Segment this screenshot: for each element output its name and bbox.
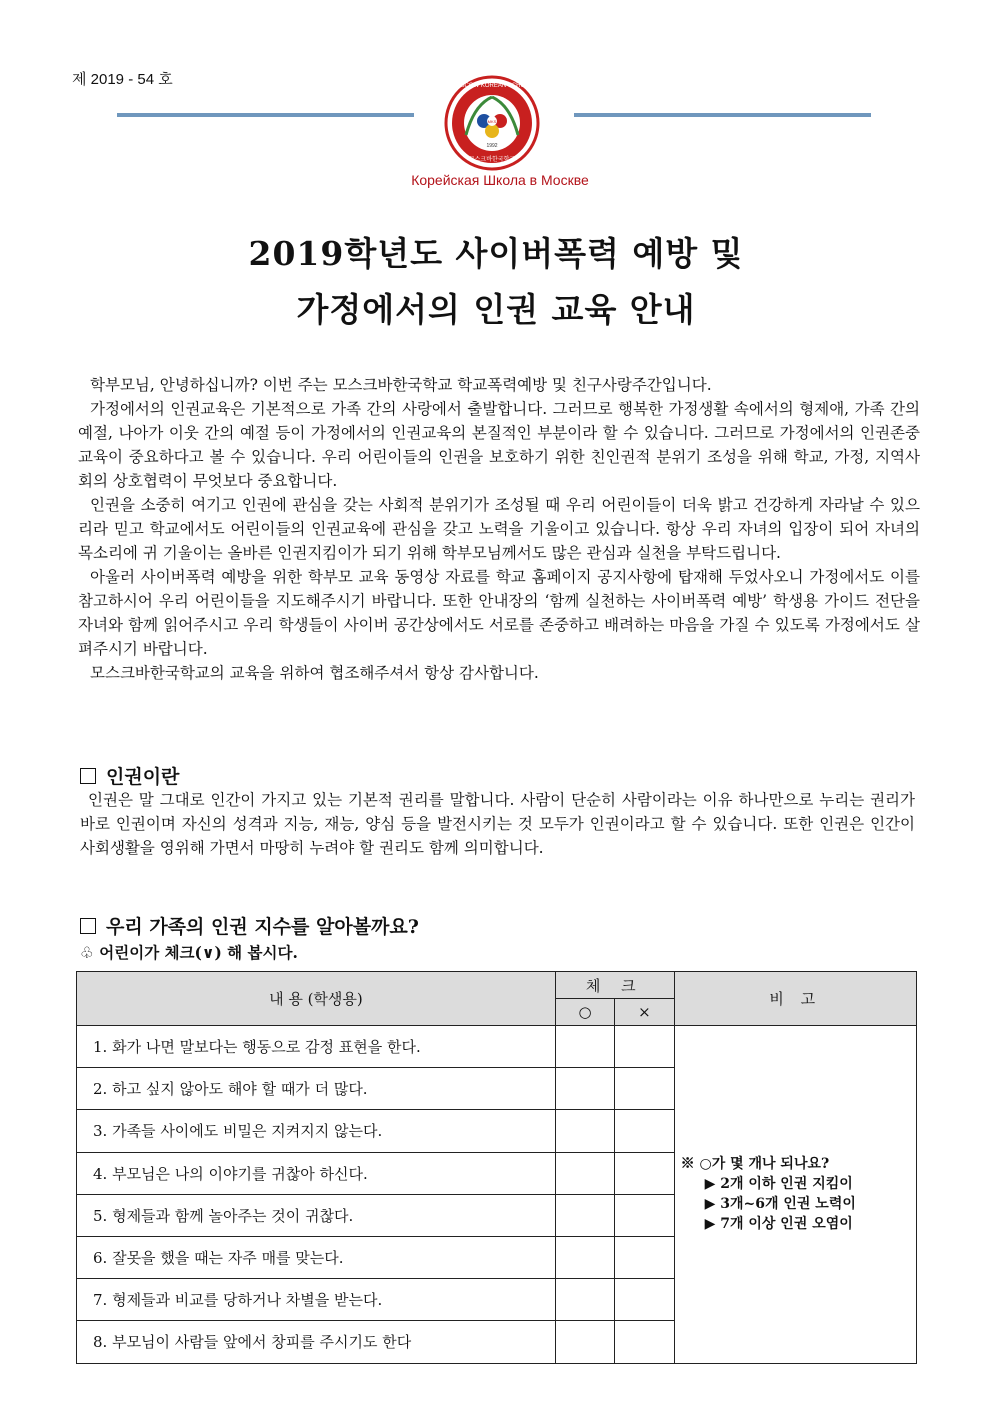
checklist-item: 6. 잘못을 했을 때는 자주 매를 맞는다. — [77, 1236, 556, 1278]
intro-paragraph: 아울러 사이버폭력 예방을 위한 학부모 교육 동영상 자료를 학교 홈페이지 공지사항에 탑재해 두었사오니 가정에서도 이를 참고하시어 우리 어린이들을 지도해주시기 바랍니다. 또한 안내장의 ‘함께 실천하는 사이버폭력 예방’ 학생용 가이드 전단을 자녀와 함께 읽어주시고 우리 학생들이 사이버 공간상에서도 서로를 존중하고 배려하는 마음을 가질 수 있도록 가정에서도 살펴주시기 바랍니다. — [78, 568, 920, 658]
check-o-cell[interactable] — [555, 1152, 614, 1194]
section-heading-text: 인권이란 — [106, 766, 180, 788]
check-x-cell[interactable] — [615, 1279, 674, 1321]
family-rights-checklist — [76, 971, 917, 1364]
check-o-cell[interactable] — [555, 1026, 614, 1068]
section-family-index-heading — [80, 912, 419, 939]
scoring-question: ※ ○가 몇 개나 되나요? — [680, 1156, 830, 1173]
check-x-cell[interactable] — [615, 1321, 674, 1363]
checklist-item: 3. 가족들 사이에도 비밀은 지켜지지 않는다. — [77, 1110, 556, 1152]
check-x-cell[interactable] — [615, 1068, 674, 1110]
school-name-russian: Корейская Школа в Москве — [411, 172, 589, 188]
header-rule-left — [117, 113, 414, 117]
school-logo — [444, 75, 540, 171]
intro-paragraph: 모스크바한국학교의 교육을 위하여 협조해주셔서 항상 감사합니다. — [90, 664, 539, 682]
col-check-header: 체 크 — [555, 972, 674, 999]
check-o-cell[interactable] — [555, 1236, 614, 1278]
check-o-cell[interactable] — [555, 1321, 614, 1363]
col-content-header: 내 용 (학생용) — [77, 972, 556, 1026]
checklist-item: 1. 화가 나면 말보다는 행동으로 감정 표현을 한다. — [77, 1026, 556, 1068]
scoring-note — [674, 1026, 916, 1364]
checklist-item: 8. 부모님이 사람들 앞에서 창피를 주시기도 한다 — [77, 1321, 556, 1363]
issue-number: 제 2019 - 54 호 — [72, 71, 173, 88]
scoring-level: ▶ 2개 이하 인권 지킴이 — [704, 1176, 853, 1193]
check-x-cell[interactable] — [615, 1026, 674, 1068]
check-o-cell[interactable] — [555, 1110, 614, 1152]
logo-text-bottom: 모스크바한국학교 — [468, 156, 516, 163]
col-x-header: × — [615, 999, 674, 1026]
title-line-1: 2019학년도 사이버폭력 예방 및 — [248, 234, 744, 273]
check-x-cell[interactable] — [615, 1194, 674, 1236]
check-x-cell[interactable] — [615, 1236, 674, 1278]
square-bullet-icon — [80, 918, 96, 934]
scoring-level: ▶ 7개 이상 인권 오염이 — [704, 1216, 853, 1233]
square-bullet-icon — [80, 768, 96, 784]
header-rule-right — [574, 113, 871, 117]
intro-letter — [78, 373, 920, 685]
check-x-cell[interactable] — [615, 1110, 674, 1152]
checklist-item: 7. 형제들과 비교를 당하거나 차별을 받는다. — [77, 1279, 556, 1321]
section-body-text: 인권은 말 그대로 인간이 가지고 있는 기본적 권리를 말합니다. 사람이 단순히 사람이라는 이유 하나만으로 누리는 권리가 바로 인권이며 자신의 성격과 지능, 재능, 양심 등을 발전시키는 것 모두가 인권이라고 할 수 있습니다. 또한 인권은 인간이 사회생활을 영위해 가면서 마땅히 누려야 할 권리도 함께 의미합니다. — [80, 791, 915, 857]
checklist-item: 2. 하고 싶지 않아도 해야 할 때가 더 많다. — [77, 1068, 556, 1110]
logo-center-text: MKS — [487, 119, 497, 124]
scoring-level: ▶ 3개~6개 인권 노력이 — [704, 1196, 856, 1213]
logo-year: 1992 — [486, 143, 498, 149]
logo-text-top: MOSCOW KOREAN SCHOOL — [450, 83, 534, 89]
title-line-2: 가정에서의 인권 교육 안내 — [296, 290, 696, 329]
intro-paragraph: 학부모님, 안녕하십니까? 이번 주는 모스크바한국학교 학교폭력예방 및 친구사랑주간입니다. — [90, 376, 712, 394]
check-x-cell[interactable] — [615, 1152, 674, 1194]
intro-paragraph: 가정에서의 인권교육은 기본적으로 가족 간의 사랑에서 출발합니다. 그러므로 행복한 가정생활 속에서의 형제애, 가족 간의 예절, 나아가 이웃 간의 예절 등이 가정에서의 인권교육의 본질적인 부분이라 할 수 있습니다. 그러므로 가정에서의 인권존중 교육이 중요하다고 볼 수 있습니다. 우리 어린이들의 인권을 보호하기 위한 친인권적 분위기 조성을 위해 학교, 가정, 지역사회의 상호협력이 무엇보다 중요합니다. — [78, 400, 920, 490]
section-heading-text: 우리 가족의 인권 지수를 알아볼까요? — [106, 916, 419, 938]
intro-paragraph: 인권을 소중히 여기고 인권에 관심을 갖는 사회적 분위기가 조성될 때 우리 어린이들이 더욱 밝고 건강하게 자라날 수 있으리라 믿고 학교에서도 어린이들의 인권교육에 관심을 갖고 노력을 기울이고 있습니다. 항상 우리 자녀의 입장이 되어 자녀의 목소리에 귀 기울이는 올바른 인권지킴이가 되기 위해 학부모님께서도 많은 관심과 실천을 부탁드립니다. — [78, 496, 920, 562]
section-human-rights-heading — [80, 762, 179, 789]
col-note-header: 비 고 — [674, 972, 916, 1026]
check-o-cell[interactable] — [555, 1068, 614, 1110]
section-human-rights-body — [80, 788, 915, 860]
checklist-item: 4. 부모님은 나의 이야기를 귀찮아 하신다. — [77, 1152, 556, 1194]
checklist-item: 5. 형제들과 함께 놀아주는 것이 귀찮다. — [77, 1194, 556, 1236]
col-o-header: ○ — [555, 999, 614, 1026]
check-o-cell[interactable] — [555, 1279, 614, 1321]
checklist-instruction: ♧ 어린이가 체크(∨) 해 봅시다. — [80, 943, 298, 962]
check-o-cell[interactable] — [555, 1194, 614, 1236]
